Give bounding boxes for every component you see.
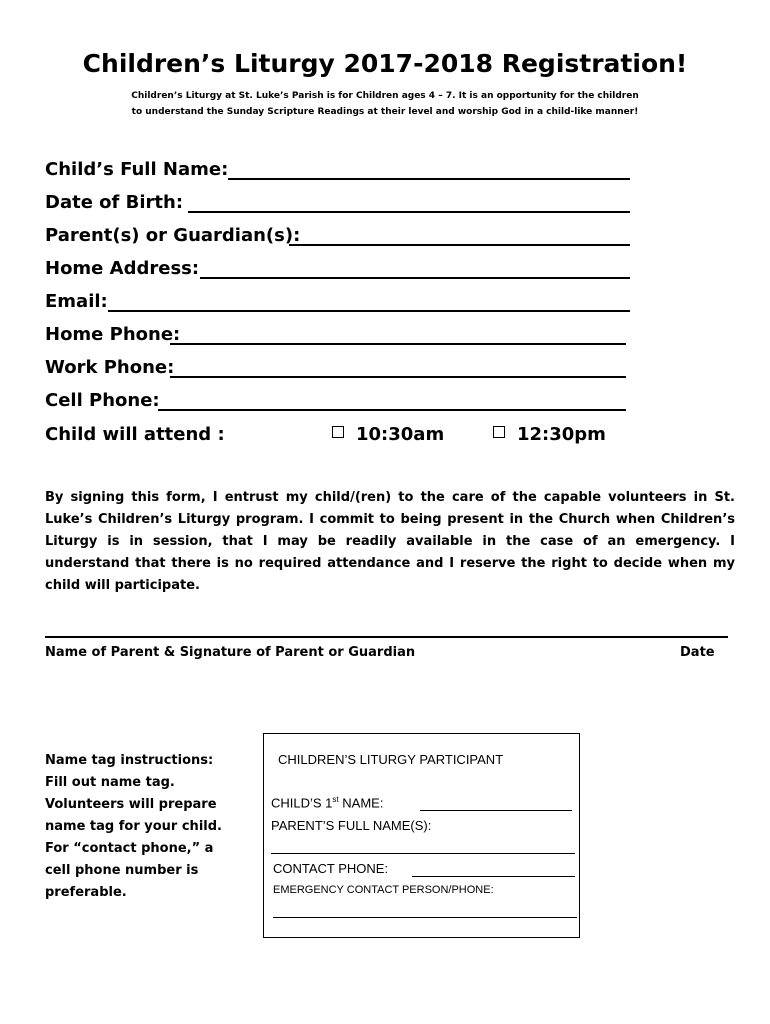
tag-emergency-field[interactable] (273, 917, 577, 918)
guardian-label: Parent(s) or Guardian(s): (45, 225, 301, 246)
instruction-line: name tag for your child. (45, 819, 222, 834)
tag-child-label-text: CHILD’S 1 (271, 795, 333, 811)
signature-line[interactable] (45, 636, 728, 638)
tag-parent-label: PARENT’S FULL NAME(S): (271, 818, 432, 833)
date-of-birth-field[interactable] (188, 211, 630, 213)
guardian-field[interactable] (289, 244, 630, 246)
signature-label: Name of Parent & Signature of Parent or Guardian (45, 645, 416, 660)
instruction-line: For “contact phone,” a (45, 841, 214, 856)
instruction-line: Name tag instructions: (45, 753, 214, 768)
email-label: Email: (45, 291, 108, 312)
home-address-label: Home Address: (45, 258, 200, 279)
instruction-line: Fill out name tag. (45, 775, 175, 790)
tag-child-label-sup: st (332, 795, 339, 804)
attend-option-1230-label: 12:30pm (517, 424, 606, 445)
home-address-field[interactable] (200, 277, 630, 279)
consent-paragraph: By signing this form, I entrust my child/(ren) to the care of the capable volunteers in St. Luke’s Children’s Liturgy program. I commit to being present in the Church when Children’s Liturgy is in session, that I may be readily available in the case of an emergency. I understand that there is no required attendance and I reserve the right to decide when my child will participate. (45, 490, 735, 593)
date-label: Date (680, 645, 715, 660)
attend-option-1030-label: 10:30am (356, 424, 445, 445)
child-name-label: Child’s Full Name: (45, 159, 229, 180)
cell-phone-field[interactable] (158, 409, 626, 411)
email-field[interactable] (108, 310, 630, 312)
home-phone-field[interactable] (170, 343, 626, 345)
child-name-field[interactable] (228, 178, 630, 180)
work-phone-label: Work Phone: (45, 357, 175, 378)
tag-child-label (271, 795, 383, 810)
tag-contact-phone-field[interactable] (412, 876, 575, 877)
tag-emergency-label: EMERGENCY CONTACT PERSON/PHONE: (273, 884, 494, 896)
nametag-instructions (45, 750, 245, 904)
instruction-line: Volunteers will prepare (45, 797, 217, 812)
tag-contact-label: CONTACT PHONE: (273, 861, 389, 876)
intro-line-1: Children’s Liturgy at St. Luke’s Parish is for Children ages 4 – 7. It is an opportunity for the children (131, 91, 639, 101)
home-phone-label: Home Phone: (45, 324, 181, 345)
instruction-line: preferable. (45, 885, 127, 900)
page-title: Children’s Liturgy 2017-2018 Registration! (82, 49, 688, 78)
attend-option-1030[interactable] (332, 424, 444, 446)
tag-child-label-post: NAME: (338, 795, 384, 811)
cell-phone-label: Cell Phone: (45, 390, 160, 411)
date-of-birth-label: Date of Birth: (45, 192, 184, 213)
attend-option-1230[interactable] (493, 424, 606, 446)
attend-label: Child will attend : (45, 424, 225, 445)
checkbox-icon[interactable] (332, 426, 344, 438)
work-phone-field[interactable] (170, 376, 626, 378)
instruction-line: cell phone number is (45, 863, 199, 878)
tag-child-name-field[interactable] (420, 810, 572, 811)
tag-parent-name-field[interactable] (271, 853, 575, 854)
checkbox-icon[interactable] (493, 426, 505, 438)
intro-line-2: to understand the Sunday Scripture Readings at their level and worship God in a child-like manner! (131, 107, 639, 117)
tag-heading: CHILDREN’S LITURGY PARTICIPANT (278, 752, 504, 767)
